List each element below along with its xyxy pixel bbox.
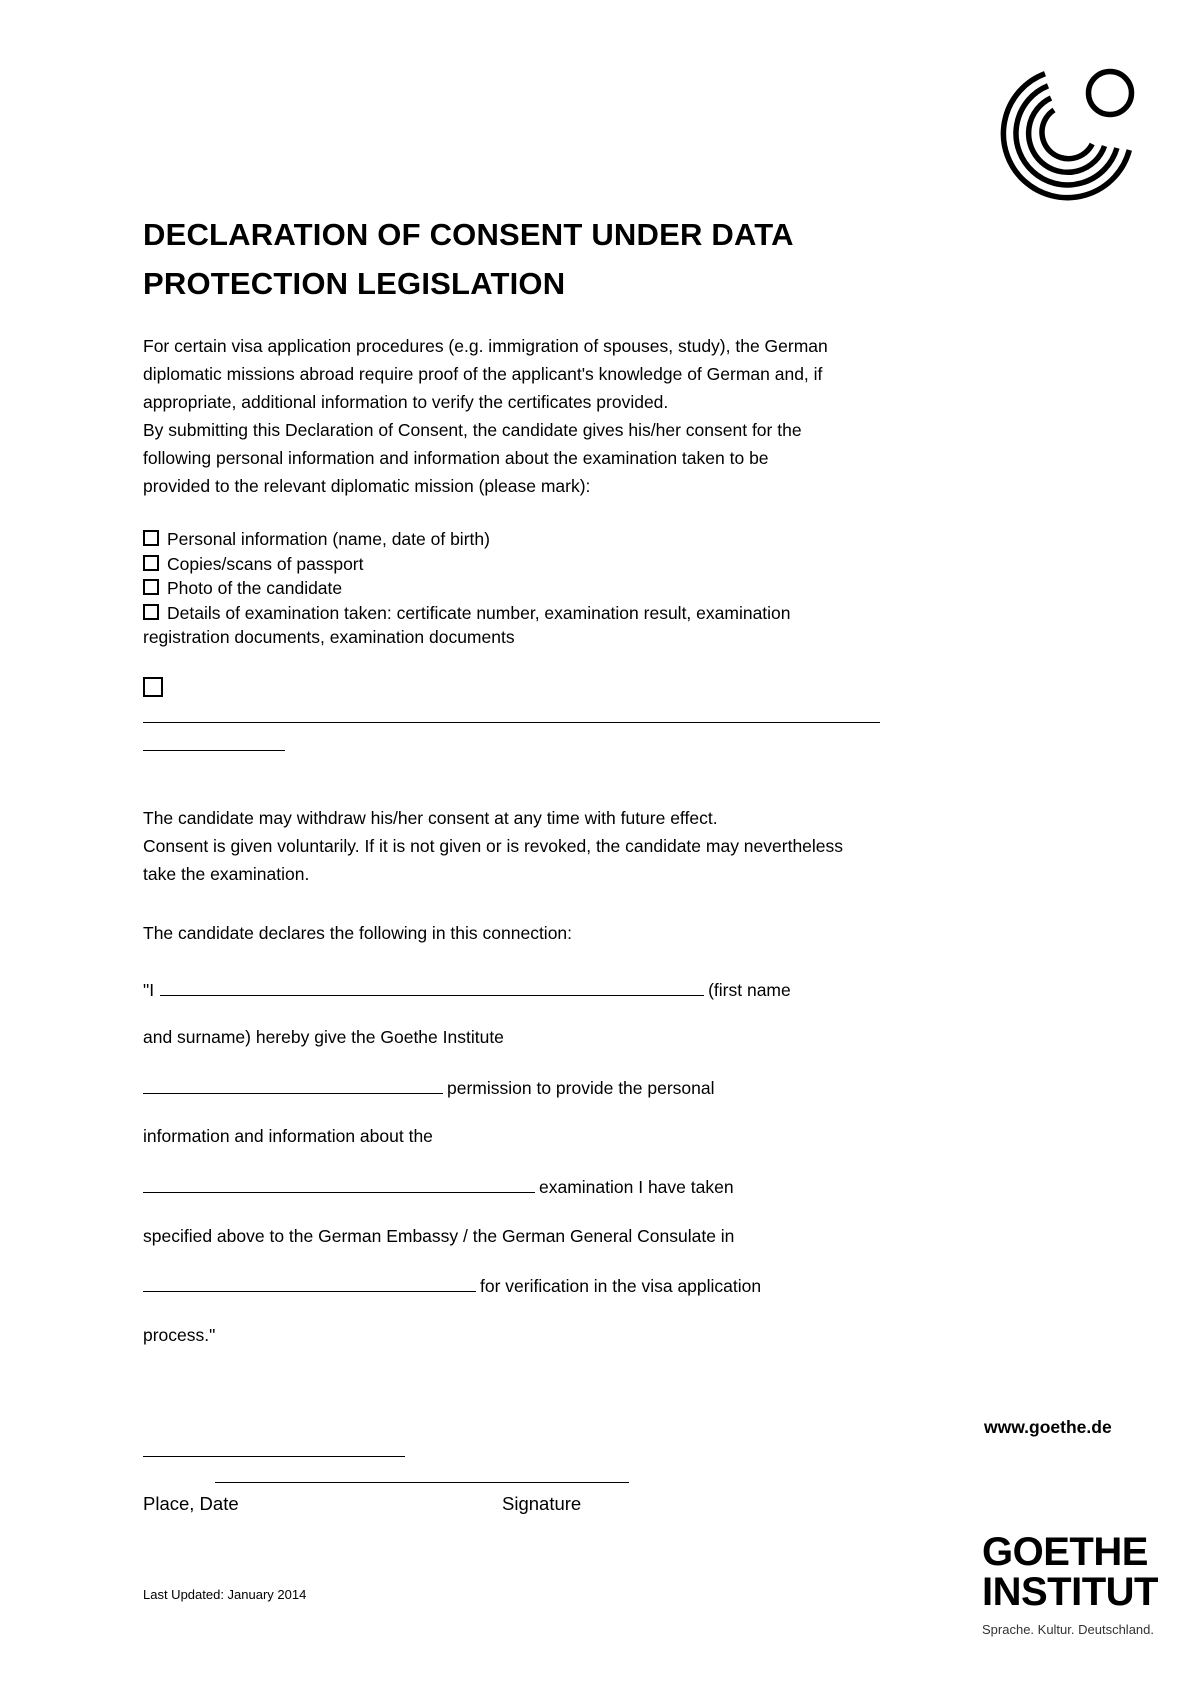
permission-field[interactable] xyxy=(143,1075,443,1094)
checklist-item-label: Copies/scans of passport xyxy=(167,553,364,574)
exam-details-checkbox[interactable] xyxy=(143,604,159,620)
checklist-item-personal-info xyxy=(143,527,943,552)
statement-text: for verification in the visa application xyxy=(480,1276,762,1296)
title-line: DECLARATION OF CONSENT UNDER DATA xyxy=(143,217,794,252)
examination-field[interactable] xyxy=(143,1174,535,1193)
declares-text: The candidate declares the following in this connection: xyxy=(143,923,573,943)
statement-line xyxy=(143,1273,761,1298)
document-title xyxy=(143,210,903,308)
title-line: PROTECTION LEGISLATION xyxy=(143,266,566,301)
intro-line: following personal information and information about the examination taken to be xyxy=(143,448,769,468)
checklist-item-label: registration documents, examination documents xyxy=(143,627,515,647)
withdraw-line: The candidate may withdraw his/her consent at any time with future effect. xyxy=(143,808,718,828)
checklist-item-label: Details of examination taken: certificate number, examination result, examination xyxy=(167,602,791,623)
intro-line: For certain visa application procedures (e.g. immigration of spouses, study), the German xyxy=(143,336,828,356)
withdraw-paragraph xyxy=(143,804,923,888)
last-updated-text: Last Updated: January 2014 xyxy=(143,1587,307,1602)
full-name-field[interactable] xyxy=(160,977,704,996)
goethe-wordmark xyxy=(982,1532,1158,1612)
passport-checkbox[interactable] xyxy=(143,555,159,571)
photo-checkbox[interactable] xyxy=(143,579,159,595)
statement-line: and surname) hereby give the Goethe Institute xyxy=(143,1027,504,1047)
other-blank-line[interactable] xyxy=(143,722,880,723)
intro-line: By submitting this Declaration of Consent, the candidate gives his/her consent for the xyxy=(143,420,802,440)
checklist-item-photo xyxy=(143,576,943,601)
statement-line xyxy=(143,1174,734,1199)
intro-paragraph xyxy=(143,332,933,500)
checklist-item-exam-details xyxy=(143,601,943,626)
statement-line: information and information about the xyxy=(143,1126,433,1146)
other-checkbox[interactable] xyxy=(143,677,163,697)
signature-label: Signature xyxy=(502,1493,582,1514)
statement-text: (first name xyxy=(708,980,791,1000)
personal-info-checkbox[interactable] xyxy=(143,530,159,546)
checklist-item-label: Photo of the candidate xyxy=(167,578,343,598)
goethe-logo-icon xyxy=(984,54,1150,220)
checklist-item-passport xyxy=(143,552,943,577)
signature-line[interactable] xyxy=(215,1482,629,1483)
wordmark-line: INSTITUT xyxy=(982,1570,1158,1614)
withdraw-line: take the examination. xyxy=(143,864,310,884)
wordmark-line: GOETHE xyxy=(982,1530,1148,1574)
statement-text: permission to provide the personal xyxy=(447,1078,715,1098)
withdraw-line: Consent is given voluntarily. If it is not given or is revoked, the candidate may nevertheless xyxy=(143,836,844,856)
statement-text: "I xyxy=(143,980,155,1000)
website-link[interactable]: www.goethe.de xyxy=(984,1417,1112,1437)
place-date-line[interactable] xyxy=(143,1456,405,1457)
intro-line: provided to the relevant diplomatic mission (please mark): xyxy=(143,476,591,496)
checklist-item-exam-details-cont xyxy=(143,625,943,650)
statement-line xyxy=(143,1075,715,1100)
brand-tagline: Sprache. Kultur. Deutschland. xyxy=(982,1622,1154,1637)
intro-line: diplomatic missions abroad require proof of the applicant's knowledge of German and, if xyxy=(143,364,823,384)
other-blank-line[interactable] xyxy=(143,750,285,751)
checklist-item-label: Personal information (name, date of birth) xyxy=(167,529,490,549)
statement-line: specified above to the German Embassy / the German General Consulate in xyxy=(143,1226,735,1246)
place-date-label: Place, Date xyxy=(143,1493,239,1514)
consulate-city-field[interactable] xyxy=(143,1273,476,1292)
consent-checklist xyxy=(143,527,943,650)
intro-line: appropriate, additional information to verify the certificates provided. xyxy=(143,392,669,412)
statement-line xyxy=(143,977,791,1002)
statement-line: process." xyxy=(143,1325,216,1345)
statement-text: examination I have taken xyxy=(539,1177,734,1197)
